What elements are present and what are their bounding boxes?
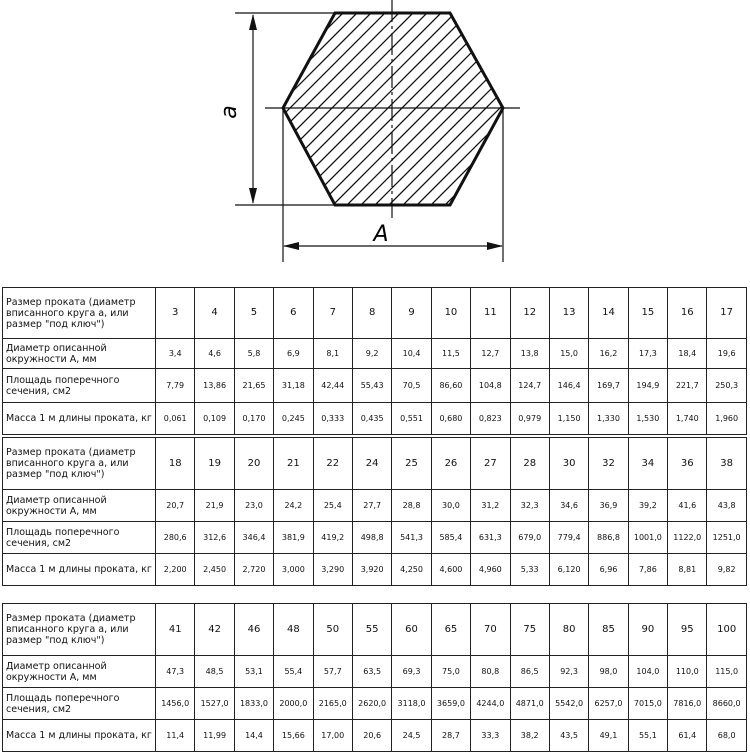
table-cell: 7,86 <box>628 554 667 586</box>
cross-section-area-row <box>3 688 747 720</box>
table-cell: 21,9 <box>195 490 234 522</box>
table-cell: 110,0 <box>668 656 707 688</box>
row-label: Размер проката (диаметр вписанного круга а, или размер "под ключ") <box>3 288 156 339</box>
label-A: A <box>373 222 389 247</box>
table-cell: 3659,0 <box>431 688 470 720</box>
table-cell: 3 <box>156 288 195 339</box>
table-cell: 33,3 <box>471 720 510 752</box>
table-cell: 4 <box>195 288 234 339</box>
table-cell: 6 <box>274 288 313 339</box>
table-cell: 8,81 <box>668 554 707 586</box>
table-cell: 2,200 <box>156 554 195 586</box>
table-cell: 10,4 <box>392 339 431 369</box>
table-cell: 61,4 <box>668 720 707 752</box>
table-cell: 41 <box>156 604 195 656</box>
table-cell: 25,4 <box>313 490 352 522</box>
table-cell: 11,4 <box>156 720 195 752</box>
table-cell: 48 <box>274 604 313 656</box>
table-cell: 55,1 <box>628 720 667 752</box>
table-cell: 86,60 <box>431 369 470 403</box>
table-cell: 0,823 <box>471 403 510 435</box>
table-cell: 11,5 <box>431 339 470 369</box>
table-cell: 381,9 <box>274 522 313 554</box>
table-cell: 0,333 <box>313 403 352 435</box>
table-cell: 104,0 <box>628 656 667 688</box>
table-cell: 1,150 <box>549 403 588 435</box>
table-cell: 46 <box>234 604 273 656</box>
table-cell: 90 <box>628 604 667 656</box>
table-cell: 2000,0 <box>274 688 313 720</box>
table-cell: 1122,0 <box>668 522 707 554</box>
row-label: Площадь поперечного сечения, см2 <box>3 369 156 403</box>
hatch-line <box>60 0 300 240</box>
table-cell: 18,4 <box>668 339 707 369</box>
table-cell: 43,8 <box>707 490 746 522</box>
table-cell: 7015,0 <box>628 688 667 720</box>
table-cell: 30 <box>549 438 588 490</box>
table-cell: 38 <box>707 438 746 490</box>
table-cell: 0,680 <box>431 403 470 435</box>
mass-per-meter-row <box>3 720 747 752</box>
table-cell: 13,8 <box>510 339 549 369</box>
table-cell: 31,18 <box>274 369 313 403</box>
table-cell: 18 <box>156 438 195 490</box>
table-cell: 346,4 <box>234 522 273 554</box>
table-cell: 75,0 <box>431 656 470 688</box>
spec-table-3 <box>2 603 747 752</box>
table-cell: 3,4 <box>156 339 195 369</box>
row-label: Диаметр описанной окружности А, мм <box>3 490 156 522</box>
table-cell: 3118,0 <box>392 688 431 720</box>
mass-per-meter-row <box>3 403 747 435</box>
table-cell: 0,435 <box>352 403 391 435</box>
table-cell: 585,4 <box>431 522 470 554</box>
table-cell: 194,9 <box>628 369 667 403</box>
table-cell: 13 <box>549 288 588 339</box>
row-label: Масса 1 м длины проката, кг <box>3 403 156 435</box>
table-cell: 68,0 <box>707 720 746 752</box>
table-cell: 2165,0 <box>313 688 352 720</box>
table-cell: 2620,0 <box>352 688 391 720</box>
table-cell: 27,7 <box>352 490 391 522</box>
table-cell: 886,8 <box>589 522 628 554</box>
row-label: Площадь поперечного сечения, см2 <box>3 522 156 554</box>
table-cell: 20,6 <box>352 720 391 752</box>
table-cell: 7,79 <box>156 369 195 403</box>
table-cell: 4,960 <box>471 554 510 586</box>
table-cell: 22 <box>313 438 352 490</box>
circumscribed-diameter-row <box>3 656 747 688</box>
table-cell: 9,2 <box>352 339 391 369</box>
table-cell: 250,3 <box>707 369 746 403</box>
table-cell: 80,8 <box>471 656 510 688</box>
cross-section-area-row <box>3 522 747 554</box>
circumscribed-diameter-row <box>3 490 747 522</box>
table-cell: 2,450 <box>195 554 234 586</box>
table-cell: 42,44 <box>313 369 352 403</box>
table-cell: 4244,0 <box>471 688 510 720</box>
table-cell: 12,7 <box>471 339 510 369</box>
table-cell: 1251,0 <box>707 522 746 554</box>
table-cell: 65 <box>431 604 470 656</box>
table-cell: 26 <box>431 438 470 490</box>
table-cell: 30,0 <box>431 490 470 522</box>
table-cell: 19,6 <box>707 339 746 369</box>
table-cell: 779,4 <box>549 522 588 554</box>
row-label: Масса 1 м длины проката, кг <box>3 720 156 752</box>
table-cell: 13,86 <box>195 369 234 403</box>
table-cell: 75 <box>510 604 549 656</box>
table-cell: 55,4 <box>274 656 313 688</box>
table-cell: 32 <box>589 438 628 490</box>
table-cell: 0,979 <box>510 403 549 435</box>
table-cell: 70,5 <box>392 369 431 403</box>
table-cell: 55 <box>352 604 391 656</box>
table-cell: 280,6 <box>156 522 195 554</box>
table-cell: 98,0 <box>589 656 628 688</box>
table-cell: 1,330 <box>589 403 628 435</box>
table-cell: 1833,0 <box>234 688 273 720</box>
table-cell: 57,7 <box>313 656 352 688</box>
table-cell: 86,5 <box>510 656 549 688</box>
table-cell: 0,061 <box>156 403 195 435</box>
table-cell: 0,551 <box>392 403 431 435</box>
spec-table-2 <box>2 437 747 586</box>
table-cell: 92,3 <box>549 656 588 688</box>
circumscribed-diameter-row <box>3 339 747 369</box>
table-cell: 24,2 <box>274 490 313 522</box>
table-cell: 11 <box>471 288 510 339</box>
table-cell: 6,96 <box>589 554 628 586</box>
row-label: Масса 1 м длины проката, кг <box>3 554 156 586</box>
table-cell: 169,7 <box>589 369 628 403</box>
label-a: a <box>217 105 242 119</box>
table-cell: 21 <box>274 438 313 490</box>
table-cell: 21,65 <box>234 369 273 403</box>
table-cell: 3,290 <box>313 554 352 586</box>
table-cell: 25 <box>392 438 431 490</box>
table-cell: 221,7 <box>668 369 707 403</box>
table-cell: 6,120 <box>549 554 588 586</box>
table-cell: 146,4 <box>549 369 588 403</box>
table-cell: 5542,0 <box>549 688 588 720</box>
table-cell: 124,7 <box>510 369 549 403</box>
table-cell: 0,109 <box>195 403 234 435</box>
table-cell: 498,8 <box>352 522 391 554</box>
table-cell: 679,0 <box>510 522 549 554</box>
table-cell: 4,6 <box>195 339 234 369</box>
table-cell: 8,1 <box>313 339 352 369</box>
table-cell: 41,6 <box>668 490 707 522</box>
table-cell: 28,8 <box>392 490 431 522</box>
table-cell: 16 <box>668 288 707 339</box>
table-cell: 17,3 <box>628 339 667 369</box>
table-cell: 2,720 <box>234 554 273 586</box>
row-label: Площадь поперечного сечения, см2 <box>3 688 156 720</box>
hatch-line <box>480 0 720 240</box>
hexagon-section-diagram <box>0 0 750 270</box>
table-cell: 20,7 <box>156 490 195 522</box>
table-cell: 11,99 <box>195 720 234 752</box>
table-cell: 50 <box>313 604 352 656</box>
table-cell: 95 <box>668 604 707 656</box>
table-cell: 15,0 <box>549 339 588 369</box>
hatch-line <box>466 0 706 240</box>
table-cell: 53,1 <box>234 656 273 688</box>
table-cell: 10 <box>431 288 470 339</box>
table-cell: 5,8 <box>234 339 273 369</box>
table-cell: 49,1 <box>589 720 628 752</box>
row-label: Диаметр описанной окружности А, мм <box>3 656 156 688</box>
size-row <box>3 288 747 339</box>
table-cell: 48,5 <box>195 656 234 688</box>
table-cell: 3,000 <box>274 554 313 586</box>
table-cell: 20 <box>234 438 273 490</box>
size-row <box>3 438 747 490</box>
cross-section-area-row <box>3 369 747 403</box>
table-cell: 60 <box>392 604 431 656</box>
table-cell: 312,6 <box>195 522 234 554</box>
table-cell: 15 <box>628 288 667 339</box>
table-cell: 0,170 <box>234 403 273 435</box>
table-cell: 19 <box>195 438 234 490</box>
table-cell: 8 <box>352 288 391 339</box>
size-row <box>3 604 747 656</box>
table-cell: 100 <box>707 604 746 656</box>
table-cell: 43,5 <box>549 720 588 752</box>
table-cell: 23,0 <box>234 490 273 522</box>
spec-table-1 <box>2 287 747 435</box>
table-cell: 1456,0 <box>156 688 195 720</box>
table-cell: 104,8 <box>471 369 510 403</box>
table-cell: 5 <box>234 288 273 339</box>
table-cell: 34 <box>628 438 667 490</box>
table-cell: 541,3 <box>392 522 431 554</box>
table-cell: 4,600 <box>431 554 470 586</box>
table-cell: 12 <box>510 288 549 339</box>
table-cell: 16,2 <box>589 339 628 369</box>
table-cell: 36 <box>668 438 707 490</box>
table-cell: 55,43 <box>352 369 391 403</box>
table-cell: 69,3 <box>392 656 431 688</box>
table-cell: 32,3 <box>510 490 549 522</box>
hatch-line <box>74 0 314 240</box>
hexagon-outline <box>283 13 503 205</box>
table-cell: 9 <box>392 288 431 339</box>
table-cell: 24 <box>352 438 391 490</box>
table-cell: 15,66 <box>274 720 313 752</box>
row-label: Размер проката (диаметр вписанного круга а, или размер "под ключ") <box>3 438 156 490</box>
table-cell: 14 <box>589 288 628 339</box>
table-cell: 115,0 <box>707 656 746 688</box>
table-cell: 7 <box>313 288 352 339</box>
table-cell: 631,3 <box>471 522 510 554</box>
table-cell: 6,9 <box>274 339 313 369</box>
table-cell: 85 <box>589 604 628 656</box>
table-cell: 34,6 <box>549 490 588 522</box>
table-cell: 9,82 <box>707 554 746 586</box>
table-cell: 38,2 <box>510 720 549 752</box>
table-cell: 6257,0 <box>589 688 628 720</box>
table-cell: 14,4 <box>234 720 273 752</box>
table-cell: 4,250 <box>392 554 431 586</box>
table-cell: 1,740 <box>668 403 707 435</box>
table-cell: 39,2 <box>628 490 667 522</box>
table-cell: 1001,0 <box>628 522 667 554</box>
table-cell: 0,245 <box>274 403 313 435</box>
row-label: Размер проката (диаметр вписанного круга а, или размер "под ключ") <box>3 604 156 656</box>
table-cell: 36,9 <box>589 490 628 522</box>
table-cell: 28 <box>510 438 549 490</box>
table-cell: 8660,0 <box>707 688 746 720</box>
table-cell: 24,5 <box>392 720 431 752</box>
table-cell: 1,960 <box>707 403 746 435</box>
table-cell: 31,2 <box>471 490 510 522</box>
table-cell: 80 <box>549 604 588 656</box>
table-cell: 27 <box>471 438 510 490</box>
table-cell: 419,2 <box>313 522 352 554</box>
table-cell: 28,7 <box>431 720 470 752</box>
table-cell: 1,530 <box>628 403 667 435</box>
row-label: Диаметр описанной окружности А, мм <box>3 339 156 369</box>
table-cell: 17 <box>707 288 746 339</box>
table-cell: 5,33 <box>510 554 549 586</box>
table-cell: 70 <box>471 604 510 656</box>
table-cell: 42 <box>195 604 234 656</box>
mass-per-meter-row <box>3 554 747 586</box>
table-cell: 1527,0 <box>195 688 234 720</box>
table-cell: 4871,0 <box>510 688 549 720</box>
table-cell: 17,00 <box>313 720 352 752</box>
table-cell: 47,3 <box>156 656 195 688</box>
table-cell: 3,920 <box>352 554 391 586</box>
table-cell: 7816,0 <box>668 688 707 720</box>
table-cell: 63,5 <box>352 656 391 688</box>
